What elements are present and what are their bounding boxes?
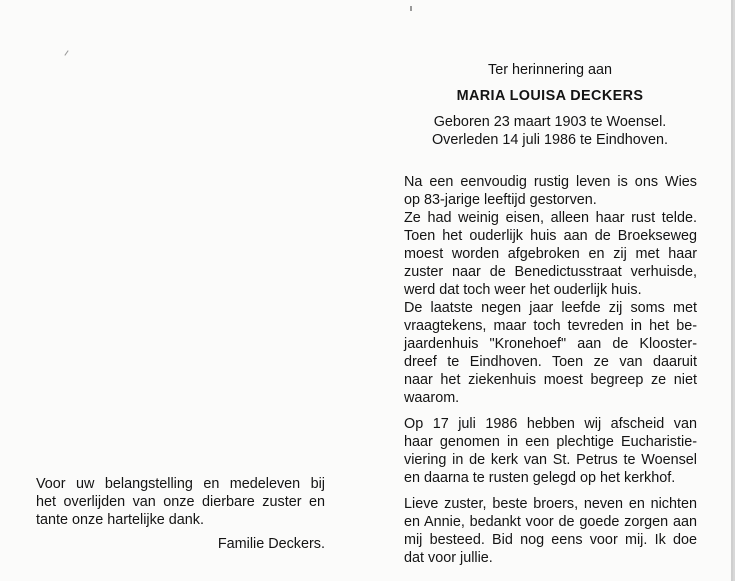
text-line: jaardenhuis "Kronehoef" aan de Klooster-: [404, 336, 697, 352]
text-line: en daarna te rusten gelegd op het kerkhof.: [404, 470, 676, 486]
text-line: dreef te Eindhoven. Toen ze van daaruit: [404, 354, 697, 370]
text-line: mij besteed. Bid nog eens voor mij. Ik doe: [404, 532, 697, 548]
text-line: werd dat toch weer het ouderlijk huis.: [404, 282, 642, 298]
text-line: moest worden afgebroken en zij met haar: [404, 246, 697, 262]
text-line: dat voor jullie.: [404, 550, 493, 566]
card-edge: [731, 0, 733, 581]
text-line: tante onze hartelijke dank.: [36, 512, 205, 528]
text-line: naar het ziekenhuis moest begreep ze niet: [404, 372, 697, 388]
family-signature: Familie Deckers.: [217, 536, 325, 552]
print-speck: [64, 50, 68, 55]
text-line: Ze had weinig eisen, alleen haar rust telde.: [404, 210, 697, 226]
remembrance-label: Ter herinnering aan: [488, 62, 612, 78]
born-line: Geboren 23 maart 1903 te Woensel.: [433, 114, 667, 130]
text-line: Lieve zuster, beste broers, neven en nichten: [404, 496, 697, 512]
text-line: vraagtekens, maar toch tevreden in het be-: [404, 318, 697, 334]
text-line: Toen het ouderlijk huis aan de Broekseweg: [404, 228, 697, 244]
text-line: zuster naar de Benedictusstraat verhuisde,: [404, 264, 697, 280]
print-speck: [410, 6, 412, 11]
text-line: en Annie, bedankt voor de goede zorgen aan: [404, 514, 697, 530]
died-line: Overleden 14 juli 1986 te Eindhoven.: [431, 132, 668, 148]
text-line: De laatste negen jaar leefde zij soms met: [404, 300, 697, 316]
text-line: viering in de kerk van St. Petrus te Woensel: [404, 452, 697, 468]
text-line: op 83-jarige leeftijd gestorven.: [404, 192, 597, 208]
deceased-name: MARIA LOUISA DECKERS: [456, 88, 644, 104]
text-line: haar genomen in een plechtige Eucharistie-: [404, 434, 697, 450]
text-line: Na een eenvoudig rustig leven is ons Wies: [404, 174, 697, 190]
text-line: waarom.: [404, 390, 460, 406]
text-line: Op 17 juli 1986 hebben wij afscheid van: [404, 416, 697, 432]
text-line: het overlijden van onze dierbare zuster en: [36, 494, 325, 510]
text-line: Voor uw belangstelling en medeleven bij: [36, 476, 325, 492]
